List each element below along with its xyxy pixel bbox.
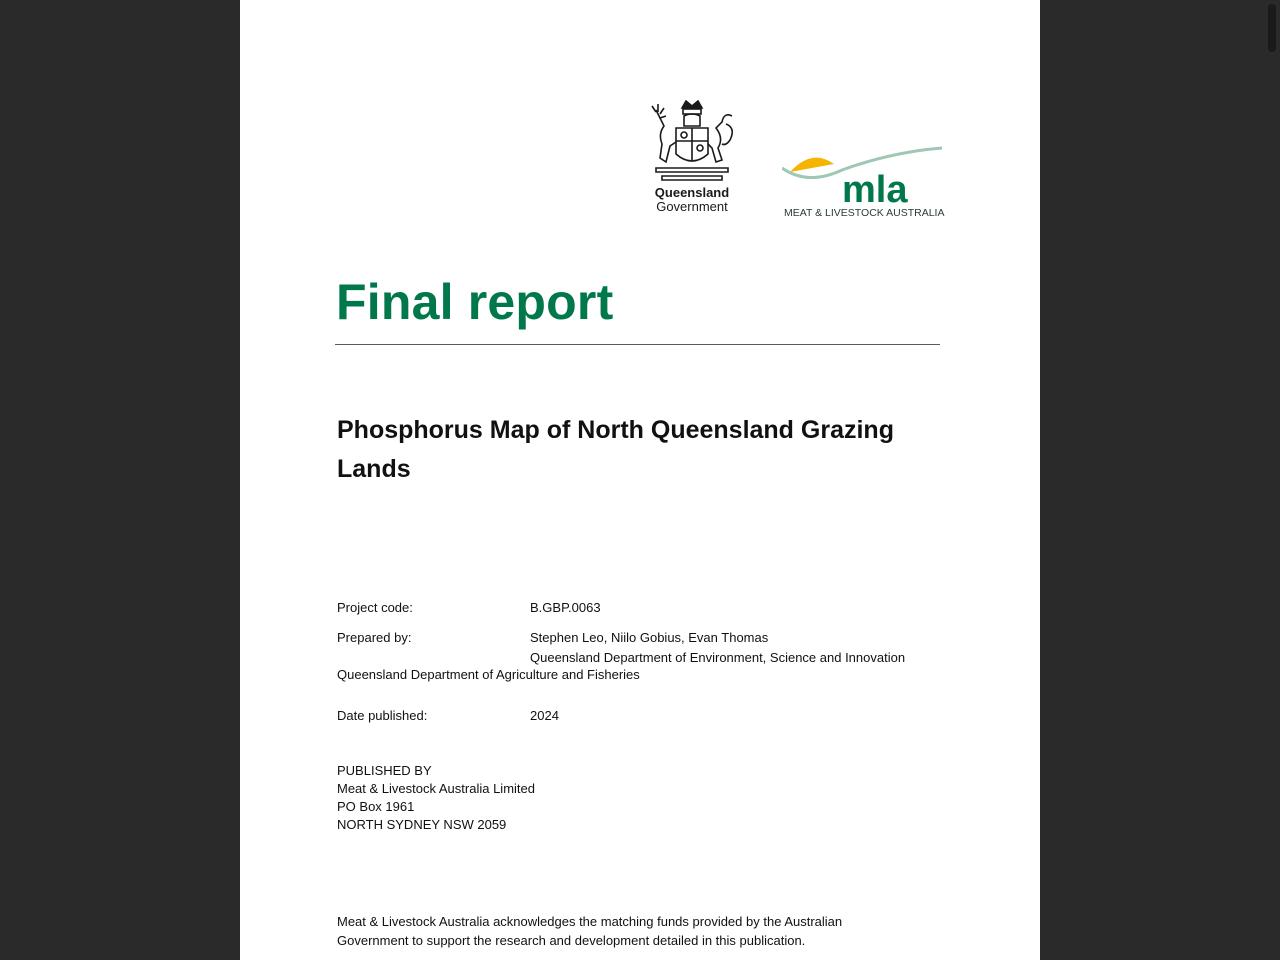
authors-value: Stephen Leo, Niilo Gobius, Evan Thomas (530, 630, 769, 645)
qld-line2: Government (656, 199, 728, 214)
publisher-city: NORTH SYDNEY NSW 2059 (337, 817, 507, 832)
publisher-block (337, 762, 535, 834)
qld-line1: Queensland (654, 185, 730, 200)
mla-logo (782, 144, 944, 222)
date-value: 2024 (530, 708, 559, 723)
queensland-coat-of-arms-icon (646, 98, 738, 186)
mla-sun-swoosh-icon (782, 144, 944, 208)
prepared-by-label: Prepared by: (337, 630, 412, 645)
title-divider (335, 344, 940, 345)
mla-wordmark: mla (842, 169, 908, 208)
document-page (240, 0, 1040, 960)
date-label: Date published: (337, 708, 428, 723)
project-code-label: Project code: (337, 600, 413, 615)
acknowledgement-text: Meat & Livestock Australia acknowledges the matching funds provided by the Australian Government to support the research and development detailed in this publication. (337, 914, 843, 948)
report-title: Final report (336, 274, 614, 330)
publisher-heading: PUBLISHED BY (337, 763, 432, 778)
queensland-government-logo (642, 98, 742, 220)
report-subtitle: Phosphorus Map of North Queensland Grazing Lands (337, 416, 894, 483)
scrollbar-thumb[interactable] (1268, 4, 1276, 52)
mla-tagline: MEAT & LIVESTOCK AUSTRALIA (784, 207, 945, 219)
org1-value: Queensland Department of Environment, Science and Innovation (530, 650, 906, 665)
publisher-pobox: PO Box 1961 (337, 799, 415, 814)
queensland-government-wordmark (642, 186, 742, 214)
project-code-value: B.GBP.0063 (530, 600, 601, 615)
org2-value: Queensland Department of Agriculture and Fisheries (337, 667, 640, 682)
publisher-name: Meat & Livestock Australia Limited (337, 781, 535, 796)
